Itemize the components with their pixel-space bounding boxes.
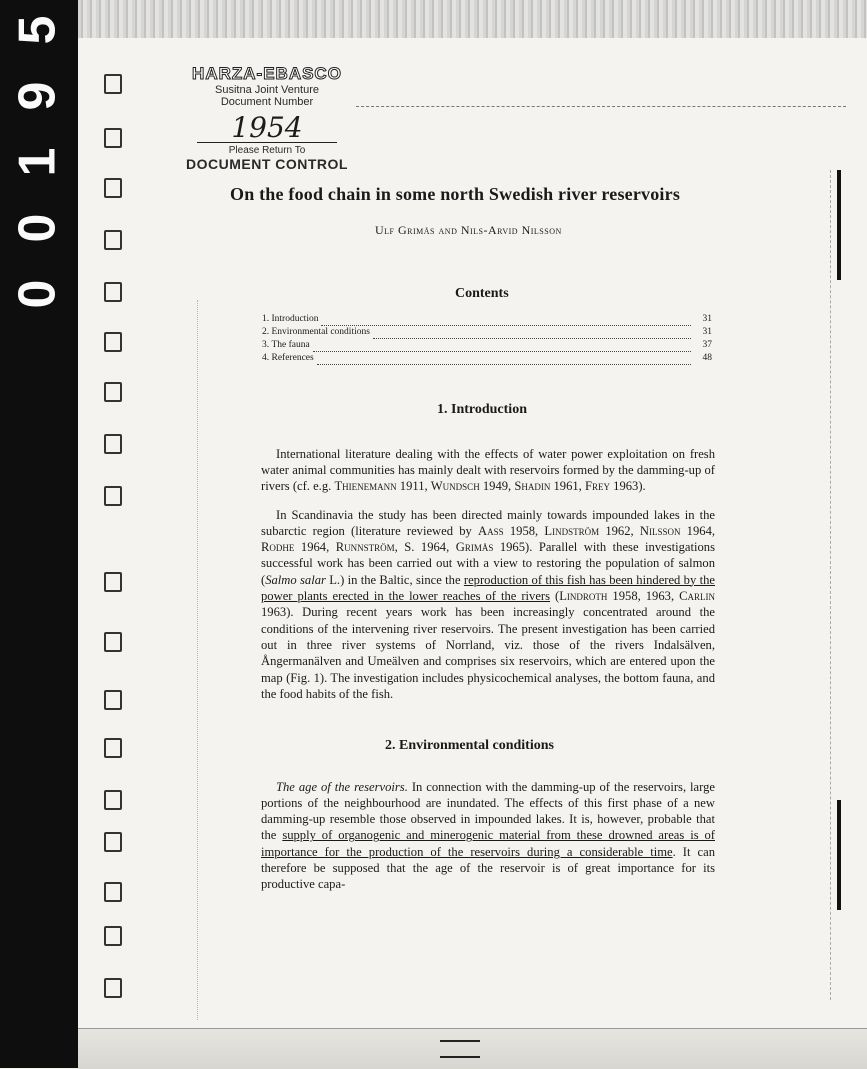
- toc-entry[interactable]: [262, 313, 712, 326]
- binder-hole: [104, 382, 122, 402]
- citation: Lindroth: [559, 589, 608, 604]
- citation: Rodhe: [261, 540, 295, 555]
- binder-hole: [104, 572, 122, 592]
- toc-page: 48: [702, 353, 712, 363]
- citation: Wundsch: [430, 479, 480, 494]
- scan-top-noise: [78, 0, 867, 38]
- toc-leader: [313, 343, 691, 352]
- toc-page: 37: [702, 340, 712, 350]
- toc-label: The fauna: [271, 340, 310, 350]
- strip-digit: 0: [7, 213, 66, 243]
- binder-hole: [104, 926, 122, 946]
- binder-hole: [104, 178, 122, 198]
- strip-digit: 1: [7, 147, 66, 177]
- toc-page: 31: [702, 327, 712, 337]
- scan-bottom-edge: [78, 1028, 867, 1069]
- binder-hole: [104, 332, 122, 352]
- stamp-department: DOCUMENT CONTROL: [186, 156, 348, 172]
- toc-number: 4.: [262, 353, 270, 363]
- document-control-stamp: [182, 64, 352, 172]
- stamp-return-label: Please Return To: [228, 145, 306, 156]
- citation: Carlin: [679, 589, 716, 604]
- header-rule: [356, 106, 846, 107]
- company-logo: HARZA-EBASCO: [192, 64, 342, 83]
- scan-right-bar: [837, 800, 841, 910]
- handwritten-document-number: 1954: [197, 114, 337, 143]
- binder-hole: [104, 486, 122, 506]
- binder-hole: [104, 978, 122, 998]
- species-name: Salmo salar: [265, 572, 326, 587]
- citation: Lindström: [544, 523, 600, 538]
- binder-hole: [104, 230, 122, 250]
- toc-entry[interactable]: [262, 352, 712, 365]
- section-heading-environmental-conditions: 2. Environmental conditions: [385, 738, 554, 753]
- binder-hole: [104, 882, 122, 902]
- strip-digit: 9: [7, 81, 66, 111]
- section-heading-introduction: 1. Introduction: [437, 402, 527, 417]
- handwritten-underline-passage: reproduction of this fish has been hindered by the power plants erected in the lower reaches of the rivers: [261, 572, 715, 604]
- environment-paragraph: The age of the reservoirs. In connection with the damming-up of the reservoirs, large portions of the neighbourhood are inundated. The effects of this first phase of a new damming-up resemble those observed in impounded lakes. It is, however, probable that the supply of organogenic and minerogenic material from these drowned areas is of importance for the production of the reservoirs during a considerable time. It can therefore be supposed that the age of the reservoir is of great importance for its productive capa-: [261, 779, 715, 892]
- toc-leader: [317, 356, 691, 365]
- citation: Shadin: [514, 479, 551, 494]
- toc-leader: [373, 330, 691, 339]
- toc-number: 3.: [262, 340, 270, 350]
- toc-label: Introduction: [271, 314, 319, 324]
- toc-page: 31: [702, 314, 712, 324]
- binder-hole: [104, 282, 122, 302]
- citation: Grimås: [455, 540, 494, 555]
- stamp-doc-number-label: Document Number: [220, 96, 314, 108]
- citation: Runnström: [335, 540, 395, 555]
- strip-digit: 0: [7, 279, 66, 309]
- binder-hole: [104, 738, 122, 758]
- table-of-contents: [262, 313, 712, 365]
- binder-hole: [104, 632, 122, 652]
- toc-number: 2.: [262, 327, 270, 337]
- citation: Thienemann: [334, 479, 397, 494]
- toc-number: 1.: [262, 314, 270, 324]
- binder-hole: [104, 74, 122, 94]
- article-title: On the food chain in some north Swedish river reservoirs: [230, 184, 681, 204]
- scan-edge-strip: [0, 0, 78, 1068]
- scan-right-edge: [830, 170, 867, 1000]
- binder-hole: [104, 434, 122, 454]
- scan-mark: [440, 1040, 480, 1042]
- scan-mark: [440, 1056, 480, 1058]
- binder-hole: [104, 790, 122, 810]
- binder-holes: [104, 70, 130, 1000]
- intro-paragraph-2: In Scandinavia the study has been directed mainly towards impounded lakes in the subarctic region (literature reviewed by Aass 1958, Lindström 1962, Nilsson 1964, Rodhe 1964, Runnström, S. 1964, Grimås 1965). Parallel with these investigations successful work has been carried out with a view to restoring the population of salmon (Salmo salar L.) in the Baltic, since the reproduction of this fish has been hindered by the power plants erected in the lower reaches of the rivers (Lindroth 1958, 1963, Carlin 1963). During recent years work has been increasingly concentrated around the conditions of the intervening river reservoirs. The present investigation has been carried out in three river systems of Norrland, viz. those of the rivers Indalsälven, Ångermanälven and Umeälven and comprises six reservoirs, which are entered upon the map (Fig. 1). The investigation includes physicochemical analyses, the bottom fauna, and the food habits of the fish.: [261, 507, 716, 701]
- page-margin-rule: [197, 300, 198, 1020]
- binder-hole: [104, 128, 122, 148]
- toc-entry[interactable]: [262, 326, 712, 339]
- contents-heading: Contents: [455, 286, 509, 301]
- scan-frame-number: [6, 8, 68, 316]
- citation: Aass: [478, 523, 504, 538]
- toc-leader: [321, 317, 691, 326]
- intro-paragraph-1: International literature dealing with the effects of water power exploitation on fresh water animal communities has mainly dealt with reservoirs formed by the damming-up of rivers (cf. e.g. Thienemann 1911, Wundsch 1949, Shadin 1961, Frey 1963).: [261, 446, 715, 494]
- paragraph-lead: The age of the reservoirs.: [276, 779, 408, 794]
- toc-label: References: [271, 353, 314, 363]
- article-authors: Ulf Grimås and Nils-Arvid Nilsson: [375, 223, 562, 237]
- handwritten-underline-passage: supply of organogenic and minerogenic material from these drowned areas is of importance for the production of the reservoirs during a considerable time: [261, 828, 715, 859]
- scan-right-bar: [837, 170, 841, 280]
- toc-label: Environmental conditions: [271, 327, 370, 337]
- strip-digit: 5: [7, 15, 66, 45]
- citation: Frey: [584, 479, 610, 494]
- toc-entry[interactable]: [262, 339, 712, 352]
- binder-hole: [104, 690, 122, 710]
- binder-hole: [104, 832, 122, 852]
- citation: Nilsson: [639, 523, 681, 538]
- stamp-venture: Susitna Joint Venture: [215, 84, 319, 96]
